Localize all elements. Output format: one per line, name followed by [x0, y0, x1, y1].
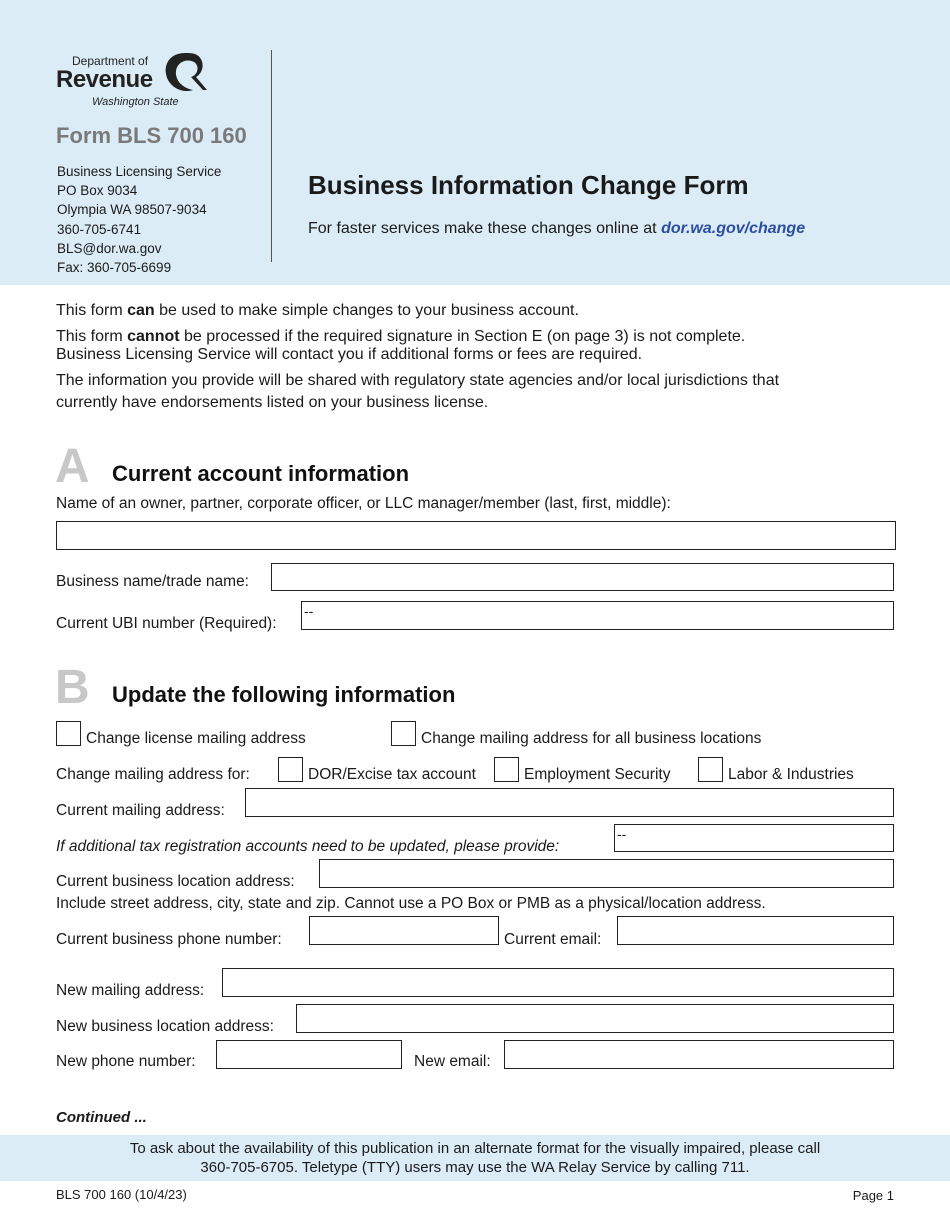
owner-name-field[interactable] — [56, 521, 896, 550]
logo-line1: Department of — [72, 54, 149, 68]
continued-note: Continued ... — [56, 1109, 147, 1126]
form-id: BLS 700 160 (10/4/23) — [56, 1187, 187, 1202]
current-phone-field[interactable] — [309, 916, 499, 945]
address-line: Business Licensing Service — [57, 164, 222, 179]
current-mailing-label: Current mailing address: — [56, 802, 225, 819]
all-locations-label: Change mailing address for all business locations — [421, 730, 762, 747]
dor-swirl-icon — [161, 50, 209, 96]
license-mailing-checkbox[interactable] — [56, 721, 81, 746]
new-location-field[interactable] — [296, 1004, 894, 1033]
current-location-label: Current business location address: — [56, 873, 295, 890]
owner-name-label: Name of an owner, partner, corporate officer, or LLC manager/member (last, first, middle): — [56, 495, 671, 512]
license-mailing-label: Change license mailing address — [86, 730, 306, 747]
mailing-for-label: Change mailing address for: — [56, 766, 250, 783]
business-name-label: Business name/trade name: — [56, 573, 249, 590]
online-change-link[interactable]: dor.wa.gov/change — [661, 220, 806, 237]
accessibility-line1: To ask about the availability of this publication in an alternate format for the visually impaired, please call — [129, 1140, 821, 1157]
ubi-label: Current UBI number (Required): — [56, 615, 277, 632]
form-number: Form BLS 700 160 — [56, 123, 247, 148]
page-number: Page 1 — [852, 1188, 894, 1203]
address-line: Fax: 360-705-6699 — [57, 260, 172, 276]
lni-checkbox[interactable] — [698, 757, 723, 782]
header-divider — [271, 50, 272, 262]
online-note — [308, 220, 805, 238]
location-note: Include street address, city, state and zip. Cannot use a PO Box or PMB as a physical/location address. — [56, 895, 766, 912]
intro-p2: This form cannot be processed if the required signature in Section E (on page 3) is not complete. — [56, 328, 746, 345]
contact-address — [57, 162, 221, 277]
ubi-number-field[interactable]: -- — [301, 601, 894, 630]
business-name-field[interactable] — [271, 563, 894, 591]
accessibility-line2: 360-705-6705. Teletype (TTY) users may use the WA Relay Service by calling 711. — [200, 1159, 750, 1176]
current-email-field[interactable] — [617, 916, 894, 945]
dor-logo — [56, 50, 216, 112]
new-mailing-label: New mailing address: — [56, 982, 205, 999]
address-line: BLS@dor.wa.gov — [57, 240, 162, 256]
section-a-letter: A — [55, 440, 90, 493]
current-location-field[interactable] — [319, 859, 894, 888]
section-a-title: Current account information — [112, 461, 410, 486]
new-email-field[interactable] — [504, 1040, 894, 1069]
intro-p1: This form can be used to make simple changes to your business account. — [56, 302, 579, 319]
current-mailing-field[interactable] — [245, 788, 894, 817]
section-b-title: Update the following information — [112, 682, 456, 707]
esd-checkbox[interactable] — [494, 757, 519, 782]
additional-tax-field[interactable]: -- — [614, 824, 894, 852]
esd-label: Employment Security — [524, 766, 671, 783]
dor-checkbox[interactable] — [278, 757, 303, 782]
additional-tax-label: If additional tax registration accounts need to be updated, please provide: — [56, 838, 560, 855]
current-phone-label: Current business phone number: — [56, 931, 282, 948]
all-locations-checkbox[interactable] — [391, 721, 416, 746]
new-location-label: New business location address: — [56, 1018, 274, 1035]
intro-p2-line2: Business Licensing Service will contact you if additional forms or fees are required. — [56, 346, 643, 363]
lni-label: Labor & Industries — [728, 766, 854, 783]
page-title: Business Information Change Form — [308, 170, 749, 200]
logo-line2: Revenue — [56, 66, 153, 93]
current-email-label: Current email: — [504, 931, 602, 948]
logo-line3: Washington State — [92, 96, 179, 108]
section-b-letter: B — [55, 661, 90, 714]
accessibility-note — [0, 1139, 950, 1177]
intro-p3-line1: The information you provide will be shared with regulatory state agencies and/or local jurisdictions that — [56, 372, 780, 389]
address-line: 360-705-6741 — [57, 221, 142, 237]
address-line: Olympia WA 98507-9034 — [57, 202, 207, 218]
new-mailing-field[interactable] — [222, 968, 894, 997]
intro-p3-line2: currently have endorsements listed on your business license. — [56, 394, 489, 411]
new-email-label: New email: — [414, 1053, 491, 1070]
new-phone-label: New phone number: — [56, 1053, 196, 1070]
online-text: For faster services make these changes online at — [308, 220, 662, 237]
new-phone-field[interactable] — [216, 1040, 402, 1069]
dor-label: DOR/Excise tax account — [308, 766, 476, 783]
address-line: PO Box 9034 — [57, 183, 138, 199]
